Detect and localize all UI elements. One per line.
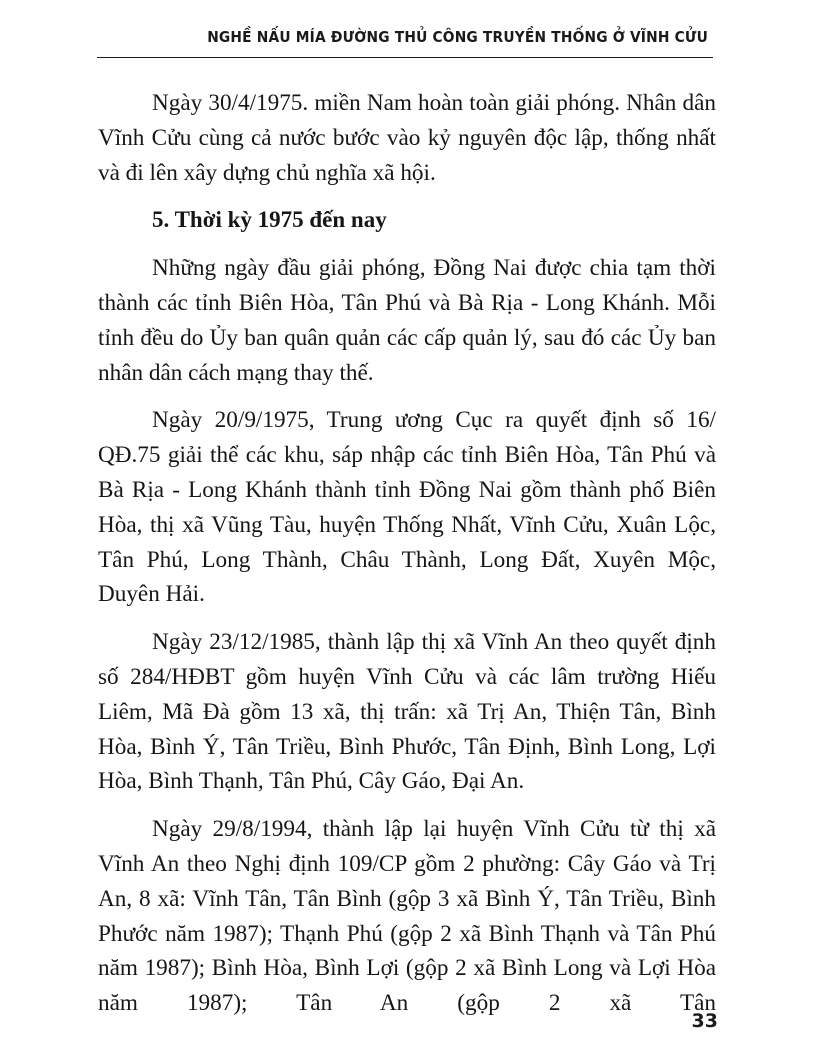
paragraph-early-liberation: Những ngày đầu giải phóng, Đồng Nai được chia tạm thời thành các tỉnh Biên Hòa, Tân Phú và Bà Rịa - Long Khánh. Mỗi tỉnh đều do Ủy ban quân quản các cấp quản lý, sau đó các Ủy ban nhân dân cách mạng thay thế. xyxy=(98,255,716,386)
page-number: 33 xyxy=(691,1010,718,1032)
header-rule xyxy=(97,57,713,58)
paragraph-liberation: Ngày 30/4/1975. miền Nam hoàn toàn giải phóng. Nhân dân Vĩnh Cửu cùng cả nước bước vào kỷ nguyên độc lập, thống nhất và đi lên xây dựng chủ nghĩa xã hội. xyxy=(98,90,716,186)
body-text xyxy=(98,86,716,1021)
paragraph-vinh-cuu-1994: Ngày 29/8/1994, thành lập lại huyện Vĩnh Cửu từ thị xã Vĩnh An theo Nghị định 109/CP gồm 2 phường: Cây Gáo và Trị An, 8 xã: Vĩnh Tân, Tân Bình (gộp 3 xã Bình Ý, Tân Triều, Bình Phước năm 1987); Thạnh Phú (gộp 2 xã Bình Thạnh và Tân Phú năm 1987); Bình Hòa, Bình Lợi (gộp 2 xã Bình Long và Lợi Hòa năm 1987); Tân An (gộp 2 xã Tân xyxy=(98,816,716,1017)
paragraph-merger-1975: Ngày 20/9/1975, Trung ương Cục ra quyết định số 16/ QĐ.75 giải thể các khu, sáp nhập các tỉnh Biên Hòa, Tân Phú và Bà Rịa - Long Khánh thành tỉnh Đồng Nai gồm thành phố Biên Hòa, thị xã Vũng Tàu, huyện Thống Nhất, Vĩnh Cửu, Xuân Lộc, Tân Phú, Long Thành, Châu Thành, Long Đất, Xuyên Mộc, Duyên Hải. xyxy=(98,407,716,608)
running-header: NGHỀ NẤU MÍA ĐƯỜNG THỦ CÔNG TRUYỀN THỐNG Ở VĨNH CỬU xyxy=(207,28,709,46)
paragraph-vinh-an-1985: Ngày 23/12/1985, thành lập thị xã Vĩnh An theo quyết định số 284/HĐBT gồm huyện Vĩnh Cửu và các lâm trường Hiếu Liêm, Mã Đà gồm 13 xã, thị trấn: xã Trị An, Thiện Tân, Bình Hòa, Bình Ý, Tân Triều, Bình Phước, Tân Định, Bình Long, Lợi Hòa, Bình Thạnh, Tân Phú, Cây Gáo, Đại An. xyxy=(98,629,716,795)
section-heading: 5. Thời kỳ 1975 đến nay xyxy=(152,207,387,233)
